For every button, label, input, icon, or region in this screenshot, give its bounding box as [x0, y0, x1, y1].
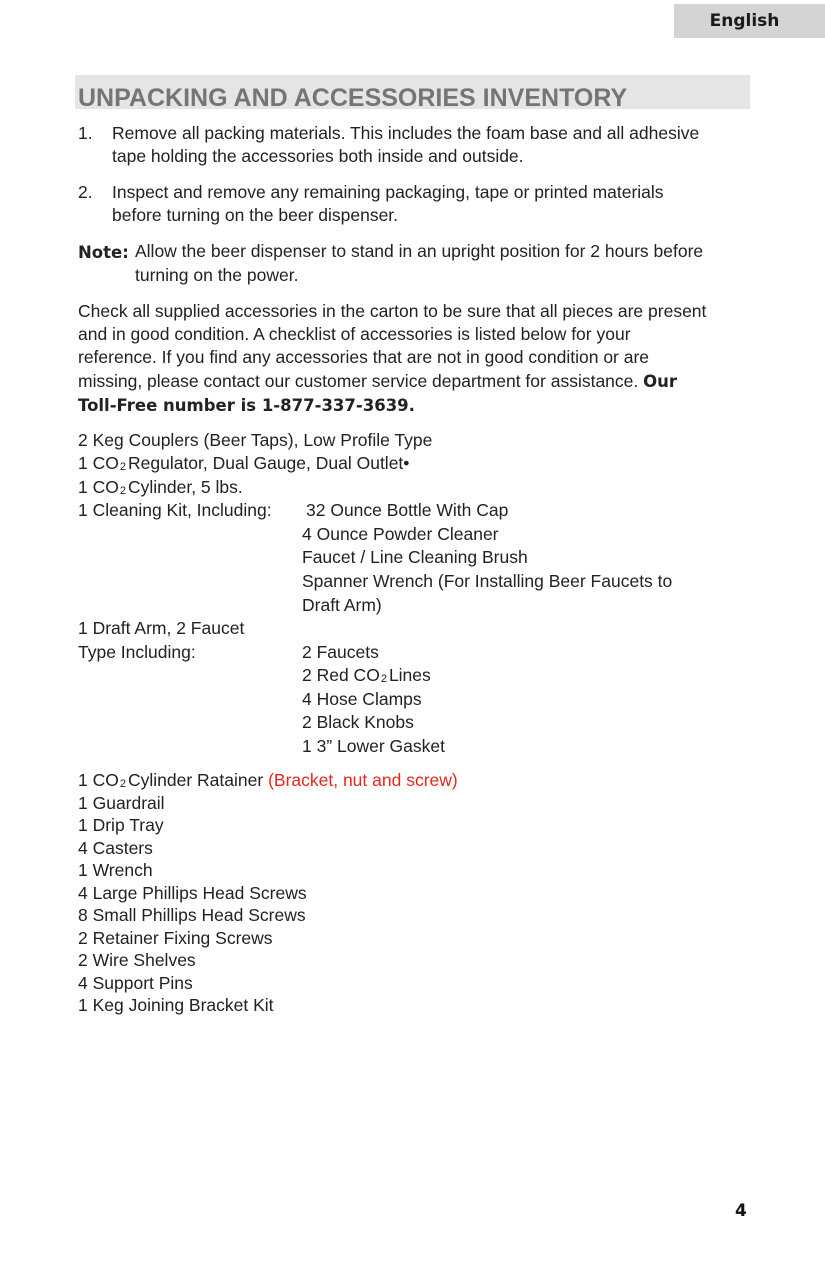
toll-free-label: Our	[643, 372, 678, 391]
draft-arm-item: 2 Black Knobs	[302, 712, 414, 732]
retainer-note: (Bracket, nut and screw)	[268, 770, 458, 790]
draft-arm-label: Type Including:	[78, 642, 196, 662]
inventory-item: 1 Wrench	[78, 860, 153, 880]
inventory-item: 4 Casters	[78, 838, 153, 858]
item-text: Lines	[388, 665, 431, 685]
item-prefix: 1 CO	[78, 453, 119, 473]
intro-text: and in good condition. A checklist of accessories is listed below for your	[78, 324, 631, 344]
cleaning-kit-item: 4 Ounce Powder Cleaner	[302, 524, 499, 544]
item-text: Cylinder Ratainer	[127, 770, 264, 790]
note-text: Allow the beer dispenser to stand in an upright position for 2 hours before	[135, 241, 704, 261]
page-number: 4	[735, 1201, 747, 1221]
step-text: Remove all packing materials. This includes the foam base and all adhesive	[112, 123, 700, 143]
step-number: 1.	[78, 123, 93, 143]
item-prefix: 1 CO	[78, 770, 119, 790]
inventory-item: 4 Large Phillips Head Screws	[78, 883, 307, 903]
language-tab: English	[674, 4, 825, 38]
inventory-item: 2 Keg Couplers (Beer Taps), Low Profile Type	[78, 430, 433, 450]
item-text: Regulator, Dual Gauge, Dual Outlet•	[127, 453, 410, 473]
inventory-item: 1 Keg Joining Bracket Kit	[78, 995, 274, 1015]
cleaning-kit-item: Spanner Wrench (For Installing Beer Faucets to	[302, 571, 673, 591]
note-label: Note:	[78, 243, 129, 262]
cleaning-kit-item: Faucet / Line Cleaning Brush	[302, 547, 528, 567]
item-prefix: 2 Red CO	[302, 665, 380, 685]
draft-arm-item: 2 Faucets	[302, 642, 379, 662]
inventory-item: 1 Drip Tray	[78, 815, 164, 835]
subscript: 2	[380, 673, 387, 685]
item-prefix: 1 CO	[78, 477, 119, 497]
subscript: 2	[119, 485, 126, 497]
inventory-item: 1 Guardrail	[78, 793, 165, 813]
step-number: 2.	[78, 182, 93, 202]
intro-text	[78, 370, 677, 394]
cleaning-kit-item: Draft Arm)	[302, 595, 382, 615]
section-title: UNPACKING AND ACCESSORIES INVENTORY	[78, 84, 628, 112]
toll-free-number: Toll-Free number is 1-877-337-3639.	[78, 396, 415, 415]
subscript: 2	[119, 461, 126, 473]
intro-text: reference. If you find any accessories that are not in good condition or are	[78, 347, 650, 367]
inventory-item: 2 Retainer Fixing Screws	[78, 928, 273, 948]
draft-arm-item: 1 3” Lower Gasket	[302, 736, 445, 756]
intro-text: Check all supplied accessories in the carton to be sure that all pieces are present	[78, 301, 707, 321]
inventory-item: 2 Wire Shelves	[78, 950, 196, 970]
inventory-item: 4 Support Pins	[78, 973, 193, 993]
draft-arm-label: 1 Draft Arm, 2 Faucet	[78, 618, 245, 638]
cleaning-kit-item: 32 Ounce Bottle With Cap	[306, 500, 509, 520]
step-text: before turning on the beer dispenser.	[112, 205, 399, 225]
intro-text-line: missing, please contact our customer service department for assistance.	[78, 371, 639, 391]
subscript: 2	[119, 778, 126, 790]
draft-arm-item: 4 Hose Clamps	[302, 689, 422, 709]
note-text: turning on the power.	[135, 265, 299, 285]
inventory-item: 8 Small Phillips Head Screws	[78, 905, 306, 925]
step-text: Inspect and remove any remaining packaging, tape or printed materials	[112, 182, 664, 202]
item-text: Cylinder, 5 lbs.	[127, 477, 243, 497]
cleaning-kit-label: 1 Cleaning Kit, Including:	[78, 500, 272, 520]
step-text: tape holding the accessories both inside and outside.	[112, 146, 524, 166]
